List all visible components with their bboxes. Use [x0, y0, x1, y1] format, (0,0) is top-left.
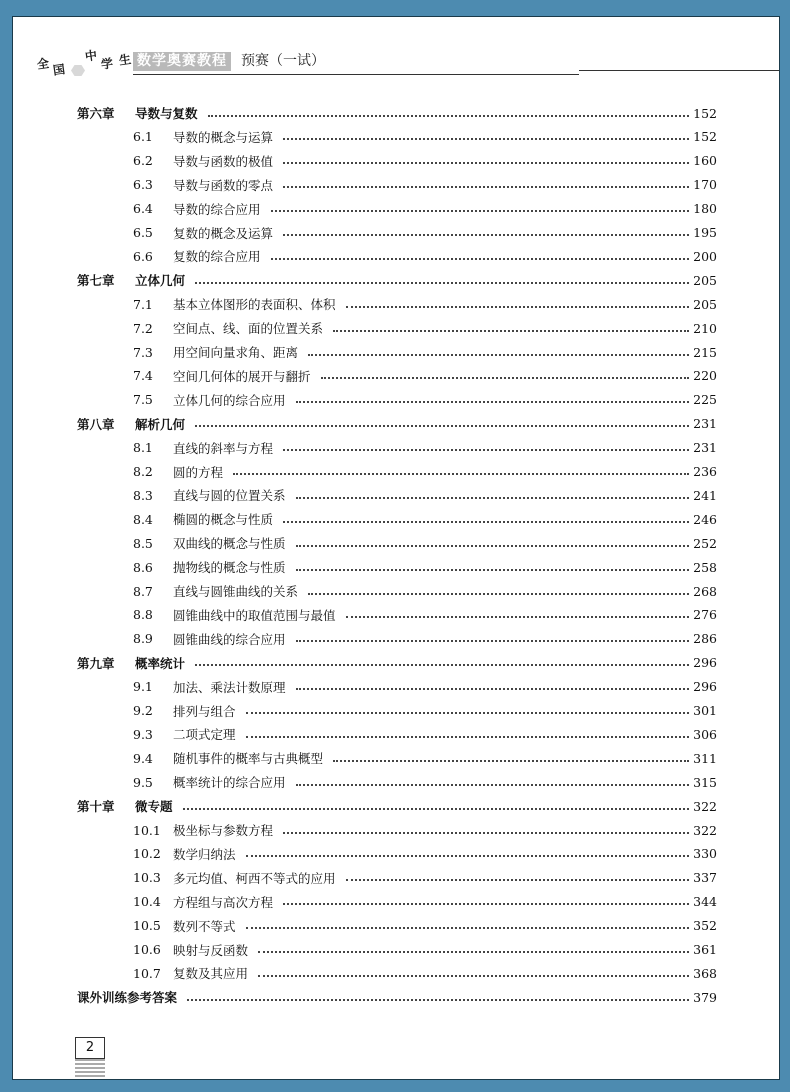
toc-entry-title: 椭圆的概念与性质: [173, 512, 274, 528]
toc-entry-title: 数学归纳法: [173, 846, 236, 862]
toc-entry-number: 8.3: [133, 487, 153, 503]
toc-entry-page: 322: [693, 798, 717, 814]
toc-section-entry[interactable]: [133, 963, 717, 983]
toc-leader-dots: [283, 233, 689, 236]
toc-entry-title: 多元均值、柯西不等式的应用: [173, 870, 336, 886]
logo-char: 国: [52, 62, 67, 78]
toc-leader-dots: [296, 544, 690, 547]
toc-section-entry[interactable]: [133, 629, 717, 649]
toc-entry-title: 双曲线的概念与性质: [173, 536, 286, 552]
toc-entry-title: 概率统计: [135, 655, 186, 671]
toc-entry-number: 7.5: [133, 392, 153, 408]
toc-entry-page: 258: [693, 559, 717, 575]
toc-entry-number: 8.2: [133, 464, 153, 479]
toc-entry-number: 第十章: [77, 799, 115, 815]
toc-entry-page: 315: [693, 774, 717, 790]
toc-section-entry[interactable]: [133, 605, 717, 625]
book-title: 数学奥赛教程: [133, 52, 231, 71]
toc-section-entry[interactable]: [133, 462, 717, 482]
toc-entry-title: 空间点、线、面的位置关系: [173, 321, 324, 337]
toc-entry-page: 330: [693, 846, 717, 862]
toc-entry-title: 复数的概念及运算: [173, 225, 274, 241]
toc-leader-dots: [271, 257, 690, 260]
toc-entry-number: 6.1: [133, 129, 153, 145]
toc-entry-number: 8.4: [133, 511, 153, 527]
toc-leader-dots: [346, 305, 690, 308]
toc-section-entry[interactable]: [133, 223, 717, 243]
toc-section-entry[interactable]: [133, 701, 717, 721]
toc-entry-page: 268: [693, 583, 717, 599]
toc-leader-dots: [296, 783, 690, 786]
toc-entry-page: 286: [693, 631, 717, 647]
toc-entry-page: 180: [693, 201, 717, 217]
toc-section-entry[interactable]: [133, 940, 717, 960]
toc-leader-dots: [246, 854, 690, 857]
toc-entry-page: 379: [693, 989, 717, 1005]
toc-entry-number: 10.5: [133, 918, 161, 934]
toc-entry-page: 195: [693, 225, 717, 240]
toc-leader-dots: [246, 926, 690, 929]
toc-entry-page: 205: [693, 296, 717, 312]
toc-leader-dots: [283, 902, 689, 905]
toc-entry-number: 8.6: [133, 559, 153, 575]
toc-leader-dots: [308, 592, 689, 595]
toc-entry-number: 6.2: [133, 153, 153, 169]
toc-entry-title: 导数与函数的零点: [173, 177, 274, 193]
toc-entry-page: 252: [693, 535, 717, 551]
toc-entry-title: 概率统计的综合应用: [173, 775, 286, 791]
toc-entry-title: 空间几何体的展开与翻折: [173, 368, 311, 384]
toc-entry-number: 第六章: [77, 106, 115, 121]
toc-leader-dots: [296, 687, 690, 690]
toc-leader-dots: [233, 472, 689, 475]
toc-entry-page: 322: [693, 822, 717, 838]
toc-entry-title: 立体几何的综合应用: [173, 392, 286, 408]
toc-leader-dots: [308, 353, 689, 356]
toc-entry-page: 170: [693, 177, 717, 193]
toc-leader-dots: [195, 663, 689, 666]
toc-leader-dots: [271, 209, 690, 212]
toc-section-entry[interactable]: [133, 844, 717, 864]
toc-entry-page: 368: [693, 965, 717, 981]
toc-entry-number: 6.5: [133, 225, 153, 240]
toc-leader-dots: [333, 329, 689, 332]
toc-entry-number: 10.7: [133, 965, 161, 981]
toc-entry-title: 导数的概念与运算: [173, 129, 274, 145]
toc-entry-number: 10.1: [133, 822, 161, 838]
toc-entry-page: 205: [693, 272, 717, 288]
toc-entry-page: 160: [693, 153, 717, 169]
toc-leader-dots: [296, 639, 690, 642]
toc-leader-dots: [346, 615, 690, 618]
logo-char: 中: [84, 48, 99, 64]
toc-leader-dots: [258, 974, 689, 977]
toc-entry-number: 9.5: [133, 774, 153, 790]
toc-leader-dots: [283, 831, 689, 834]
toc-entry-number: 10.4: [133, 894, 161, 910]
toc-entry-title: 立体几何: [135, 273, 186, 289]
toc-chapter-entry[interactable]: [77, 414, 717, 434]
book-subtitle: 预赛（一试）: [241, 53, 325, 69]
toc-section-entry[interactable]: [133, 366, 717, 386]
toc-entry-page: 311: [693, 750, 717, 766]
toc-entry-number: 8.7: [133, 583, 153, 599]
toc-chapter-entry[interactable]: [77, 653, 717, 673]
toc-entry-title: 加法、乘法计数原理: [173, 679, 286, 695]
toc-entry-page: 236: [693, 464, 717, 479]
toc-entry-page: 152: [693, 129, 717, 145]
toc-section-entry[interactable]: [133, 318, 717, 338]
toc-entry-page: 210: [693, 320, 717, 336]
toc-entry-number: 7.4: [133, 368, 153, 384]
toc-entry-title: 随机事件的概率与古典概型: [173, 751, 324, 767]
toc-entry-page: 231: [693, 416, 717, 432]
toc-entry-number: 6.6: [133, 248, 153, 264]
toc-entry-title: 圆锥曲线的综合应用: [173, 631, 286, 647]
toc-leader-dots: [283, 448, 689, 451]
toc-entry-number: 7.1: [133, 296, 153, 312]
toc-entry-page: 215: [693, 344, 717, 360]
toc-entry-number: 8.8: [133, 607, 153, 623]
toc-entry-number: 6.4: [133, 201, 153, 217]
toc-entry-page: 276: [693, 607, 717, 623]
toc-entry-page: 200: [693, 248, 717, 264]
toc-section-entry[interactable]: [133, 557, 717, 577]
toc-leader-dots: [283, 185, 689, 188]
toc-leader-dots: [296, 400, 690, 403]
toc-section-entry[interactable]: [133, 677, 717, 697]
toc-section-entry[interactable]: [133, 820, 717, 840]
toc-entry-title: 数列不等式: [173, 918, 236, 934]
toc-entry-title: 圆锥曲线中的取值范围与最值: [173, 607, 336, 623]
toc-chapter-entry[interactable]: [77, 103, 717, 123]
toc-entry-page: 361: [693, 942, 717, 957]
toc-section-entry[interactable]: [133, 246, 717, 266]
toc-entry-title: 直线与圆锥曲线的关系: [173, 584, 299, 599]
toc-entry-number: 第九章: [77, 655, 115, 671]
toc-section-entry[interactable]: [133, 748, 717, 768]
toc-entry-number: 7.3: [133, 344, 153, 360]
toc-section-entry[interactable]: [133, 916, 717, 936]
toc-entry-title: 极坐标与参数方程: [173, 823, 274, 838]
toc-entry-number: 9.2: [133, 703, 153, 718]
toc-entry-title: 课外训练参考答案: [77, 990, 178, 1006]
logo-char: 学: [100, 56, 115, 72]
toc-entry-title: 基本立体图形的表面积、体积: [173, 297, 336, 313]
toc-entry-title: 导数与函数的极值: [173, 153, 274, 169]
toc-entry-title: 抛物线的概念与性质: [173, 560, 286, 576]
book-page: [12, 16, 780, 1080]
toc-entry-page: 225: [693, 392, 717, 408]
toc-entry-title: 复数的综合应用: [173, 249, 261, 265]
toc-leader-dots: [296, 496, 690, 499]
toc-entry-page: 231: [693, 440, 717, 456]
toc-entry-number: 7.2: [133, 320, 153, 336]
toc-entry-number: 9.4: [133, 750, 153, 766]
toc-leader-dots: [296, 568, 690, 571]
toc-entry-title: 导数与复数: [135, 106, 198, 121]
toc-leader-dots: [283, 161, 689, 164]
toc-leader-dots: [258, 950, 689, 953]
toc-entry-number: 10.6: [133, 942, 161, 957]
toc-entry-title: 复数及其应用: [173, 966, 249, 982]
toc-section-entry[interactable]: [133, 533, 717, 553]
header-rule: [133, 74, 579, 75]
toc-leader-dots: [187, 998, 689, 1001]
toc-section-entry[interactable]: [133, 151, 717, 171]
toc-entry-number: 第八章: [77, 416, 115, 432]
toc-entry-page: 306: [693, 726, 717, 742]
toc-chapter-entry[interactable]: [77, 987, 717, 1007]
toc-entry-title: 导数的综合应用: [173, 201, 261, 217]
toc-section-entry[interactable]: [133, 772, 717, 792]
toc-section-entry[interactable]: [133, 724, 717, 744]
toc-chapter-entry[interactable]: [77, 270, 717, 290]
toc-leader-dots: [346, 878, 690, 881]
series-logo: [37, 47, 141, 77]
logo-char: 全: [36, 56, 51, 72]
toc-entry-title: 排列与组合: [173, 703, 236, 719]
logo-char: 生: [118, 52, 133, 68]
toc-entry-page: 296: [693, 679, 717, 695]
toc-entry-page: 246: [693, 511, 717, 527]
toc-section-entry[interactable]: [133, 581, 717, 601]
toc-chapter-entry[interactable]: [77, 796, 717, 816]
toc-section-entry[interactable]: [133, 294, 717, 314]
toc-section-entry[interactable]: [133, 509, 717, 529]
toc-leader-dots: [246, 711, 690, 714]
running-header: [29, 43, 779, 83]
toc-entry-page: 352: [693, 918, 717, 934]
toc-entry-title: 圆的方程: [173, 464, 224, 480]
toc-entry-page: 296: [693, 655, 717, 671]
toc-entry-title: 解析几何: [135, 416, 186, 432]
toc-section-entry[interactable]: [133, 485, 717, 505]
toc-section-entry[interactable]: [133, 127, 717, 147]
toc-leader-dots: [283, 520, 689, 523]
toc-entry-number: 9.1: [133, 679, 153, 695]
toc-entry-number: 10.2: [133, 846, 161, 862]
header-rule-right: [579, 70, 779, 71]
toc-entry-page: 241: [693, 487, 717, 503]
toc-entry-page: 344: [693, 894, 717, 910]
toc-section-entry[interactable]: [133, 342, 717, 362]
toc-leader-dots: [183, 807, 690, 810]
logo-hex-icon: [71, 65, 85, 76]
toc-entry-number: 10.3: [133, 870, 161, 886]
toc-entry-page: 337: [693, 870, 717, 886]
toc-leader-dots: [195, 281, 689, 284]
toc-section-entry[interactable]: [133, 892, 717, 912]
toc-section-entry[interactable]: [133, 868, 717, 888]
toc-entry-title: 直线与圆的位置关系: [173, 488, 286, 504]
toc-section-entry[interactable]: [133, 175, 717, 195]
toc-entry-page: 152: [693, 105, 717, 121]
toc-entry-title: 映射与反函数: [173, 942, 249, 958]
toc-entry-number: 8.1: [133, 440, 153, 456]
folio-decoration: [75, 1059, 105, 1077]
toc-entry-title: 二项式定理: [173, 727, 236, 743]
toc-entry-number: 6.3: [133, 177, 153, 193]
toc-entry-number: 8.5: [133, 535, 153, 551]
toc-section-entry[interactable]: [133, 438, 717, 458]
toc-entry-title: 方程组与高次方程: [173, 894, 274, 910]
toc-leader-dots: [208, 114, 690, 117]
toc-entry-title: 直线的斜率与方程: [173, 440, 274, 456]
toc-entry-page: 220: [693, 368, 717, 384]
toc-entry-title: 微专题: [135, 799, 173, 815]
toc-entry-number: 第七章: [77, 273, 115, 289]
toc-section-entry[interactable]: [133, 199, 717, 219]
page-number: 2: [75, 1037, 105, 1059]
toc-leader-dots: [321, 376, 690, 379]
toc-leader-dots: [283, 137, 689, 140]
toc-entry-number: 9.3: [133, 726, 153, 742]
toc-leader-dots: [195, 424, 689, 427]
toc-entry-page: 301: [693, 703, 717, 718]
toc-section-entry[interactable]: [133, 390, 717, 410]
toc-entry-number: 8.9: [133, 631, 153, 647]
toc-leader-dots: [246, 735, 690, 738]
toc-leader-dots: [333, 759, 689, 762]
toc-entry-title: 用空间向量求角、距离: [173, 345, 299, 360]
